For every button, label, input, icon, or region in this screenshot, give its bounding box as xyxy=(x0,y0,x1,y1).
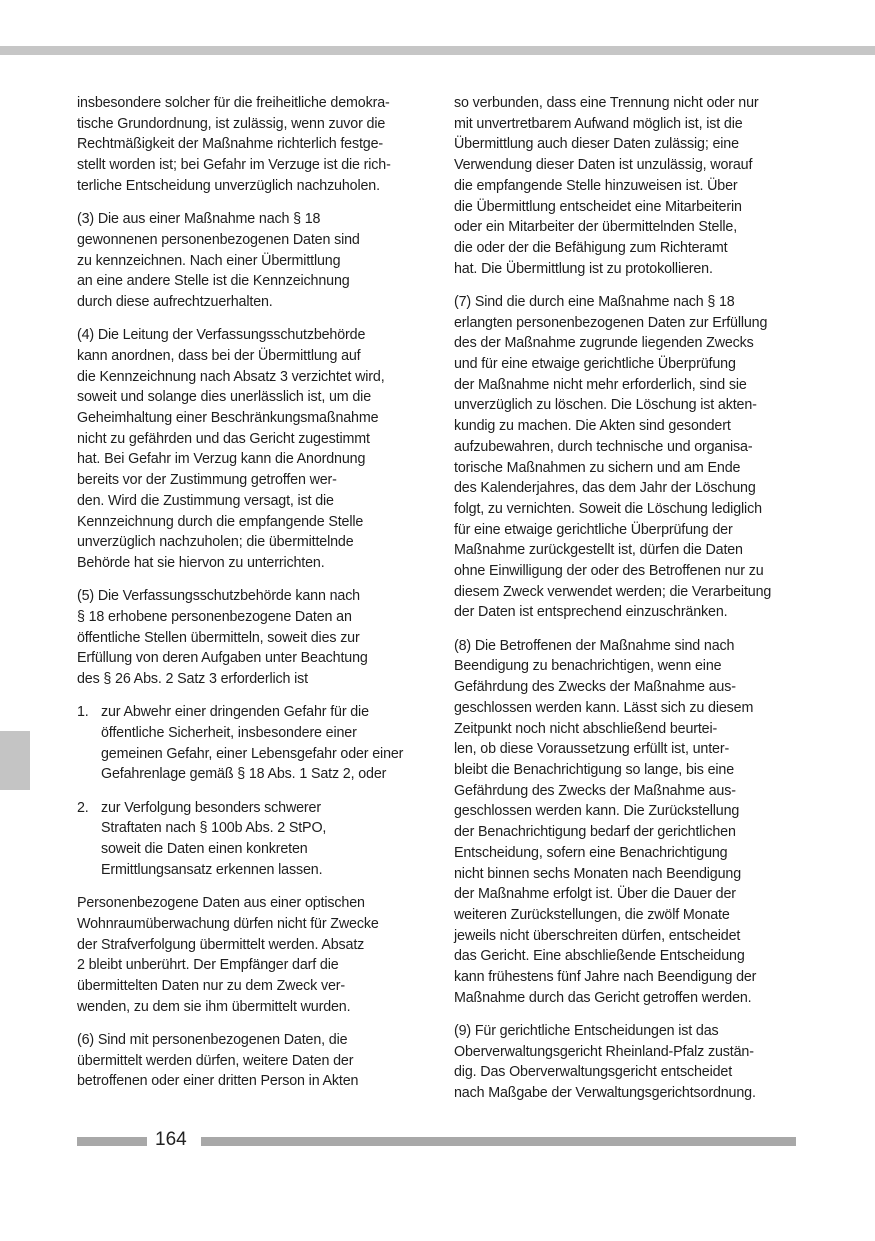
text-line: unverzüglich zu löschen. Die Löschung ist akten- xyxy=(454,397,757,414)
text-line: soweit die Daten einen konkreten xyxy=(101,841,308,858)
text-line: Maßnahme zurückgestellt ist, dürfen die Daten xyxy=(454,542,743,559)
text-line: folgt, zu vernichten. Soweit die Löschung lediglich xyxy=(454,500,762,517)
paragraph-optical-surveillance xyxy=(77,893,425,1017)
text-line: Kennzeichnung durch die empfangende Stelle xyxy=(77,513,364,530)
list-item-text xyxy=(101,798,326,881)
text-line: zur Abwehr einer dringenden Gefahr für die xyxy=(101,704,369,721)
text-line: len, ob diese Voraussetzung erfüllt ist, unter- xyxy=(454,741,730,758)
text-line: § 18 erhobene personenbezogene Daten an xyxy=(77,608,352,625)
list-item xyxy=(77,798,425,881)
text-line: der Strafverfolgung übermittelt werden. Absatz xyxy=(77,936,365,953)
text-line: insbesondere solcher für die freiheitliche demokra- xyxy=(77,95,390,111)
text-line: hat. Bei Gefahr im Verzug kann die Anordnung xyxy=(77,451,366,468)
text-line: und für eine etwaige gerichtliche Überprüfung xyxy=(454,356,736,373)
paragraph-4 xyxy=(77,325,425,573)
text-line: Zeitpunkt noch nicht abschließend beurtei- xyxy=(454,720,718,737)
text-line: des der Maßnahme zugrunde liegenden Zwecks xyxy=(454,335,754,352)
text-line: mit unvertretbarem Aufwand möglich ist, ist die xyxy=(454,115,743,132)
text-line: der Maßnahme nicht mehr erforderlich, sind sie xyxy=(454,376,747,393)
text-line: des § 26 Abs. 2 Satz 3 erforderlich ist xyxy=(77,671,308,688)
text-line: an eine andere Stelle ist die Kennzeichnung xyxy=(77,273,350,290)
text-line: der Benachrichtigung bedarf der gerichtlichen xyxy=(454,824,736,841)
text-line: (9) Für gerichtliche Entscheidungen ist das xyxy=(454,1023,719,1040)
text-line: die Übermittlung entscheidet eine Mitarbeiterin xyxy=(454,198,742,215)
text-line: gewonnenen personenbezogenen Daten sind xyxy=(77,231,360,248)
text-line: durch diese aufrechtzuerhalten. xyxy=(77,293,273,310)
paragraph-8 xyxy=(454,636,799,1009)
text-line: tische Grundordnung, ist zulässig, wenn zuvor die xyxy=(77,115,386,132)
paragraph-6-continued xyxy=(454,93,799,279)
text-line: Straftaten nach § 100b Abs. 2 StPO, xyxy=(101,820,327,837)
list-item xyxy=(77,702,425,785)
text-line: öffentliche Sicherheit, insbesondere einer xyxy=(101,725,357,742)
paragraph-9 xyxy=(454,1021,799,1104)
text-line: hat. Die Übermittlung ist zu protokollieren. xyxy=(454,260,713,277)
text-line: Gefahrenlage gemäß § 18 Abs. 1 Satz 2, oder xyxy=(101,766,387,783)
text-line: (7) Sind die durch eine Maßnahme nach § 18 xyxy=(454,293,735,310)
text-line: Gefährdung des Zwecks der Maßnahme aus- xyxy=(454,679,736,696)
text-line: zu kennzeichnen. Nach einer Übermittlung xyxy=(77,252,341,269)
text-line: Übermittlung auch dieser Daten zulässig; eine xyxy=(454,136,739,153)
text-line: 2 bleibt unberührt. Der Empfänger darf die xyxy=(77,957,339,974)
text-line: Personenbezogene Daten aus einer optischen xyxy=(77,895,365,912)
page-number: 164 xyxy=(155,1129,187,1150)
side-thumb-tab xyxy=(0,731,30,790)
text-line: Verwendung dieser Daten ist unzulässig, worauf xyxy=(454,157,753,174)
paragraph-6 xyxy=(77,1030,425,1092)
paragraph-5 xyxy=(77,586,425,690)
paragraph-3 xyxy=(77,209,425,313)
text-line: so verbunden, dass eine Trennung nicht oder nur xyxy=(454,95,759,111)
top-header-rule xyxy=(0,46,875,55)
text-line: kann anordnen, dass bei der Übermittlung auf xyxy=(77,347,361,364)
text-line: Rechtmäßigkeit der Maßnahme richterlich festge- xyxy=(77,136,384,153)
text-line: diesem Zweck verwendet werden; die Verarbeitung xyxy=(454,583,772,600)
text-line: für eine etwaige gerichtliche Überprüfung der xyxy=(454,521,733,538)
text-line: übermittelt werden dürfen, weitere Daten der xyxy=(77,1052,354,1069)
text-line: nach Maßgabe der Verwaltungsgerichtsordnung. xyxy=(454,1085,756,1102)
text-line: die Kennzeichnung nach Absatz 3 verzichtet wird, xyxy=(77,368,385,385)
text-line: zur Verfolgung besonders schwerer xyxy=(101,799,321,816)
text-line: nicht zu gefährden und das Gericht zugestimmt xyxy=(77,430,370,447)
text-line: geschlossen werden kann. Die Zurückstellung xyxy=(454,803,740,820)
text-line: Ermittlungsansatz erkennen lassen. xyxy=(101,861,323,878)
text-line: oder ein Mitarbeiter der übermittelnden Stelle, xyxy=(454,219,738,236)
right-column xyxy=(454,93,799,1116)
text-line: des Kalenderjahres, das dem Jahr der Löschung xyxy=(454,480,756,497)
text-line: terliche Entscheidung unverzüglich nachzuholen. xyxy=(77,177,380,194)
text-line: Geheimhaltung einer Beschränkungsmaßnahme xyxy=(77,410,379,427)
text-line: (5) Die Verfassungsschutzbehörde kann nach xyxy=(77,588,360,605)
text-line: bereits vor der Zustimmung getroffen wer- xyxy=(77,472,337,489)
text-line: (4) Die Leitung der Verfassungsschutzbehörde xyxy=(77,327,366,344)
list-number: 2. xyxy=(77,799,89,816)
text-line: nicht binnen sechs Monaten nach Beendigung xyxy=(454,865,742,882)
text-line: bleibt die Benachrichtigung so lange, bis eine xyxy=(454,761,735,778)
list-number: 1. xyxy=(77,704,89,721)
text-line: wenden, zu dem sie ihm übermittelt wurden. xyxy=(77,998,351,1015)
text-line: Wohnraumüberwachung dürfen nicht für Zwecke xyxy=(77,915,379,932)
text-line: Gefährdung des Zwecks der Maßnahme aus- xyxy=(454,782,736,799)
text-line: den. Wird die Zustimmung versagt, ist die xyxy=(77,492,334,509)
text-line: übermittelten Daten nur zu dem Zweck ver- xyxy=(77,977,345,994)
text-line: kundig zu machen. Die Akten sind gesondert xyxy=(454,418,731,435)
text-line: torische Maßnahmen zu sichern und am Ende xyxy=(454,459,741,476)
text-line: ohne Einwilligung der oder des Betroffenen nur zu xyxy=(454,563,764,580)
text-line: geschlossen werden kann. Lässt sich zu diesem xyxy=(454,699,754,716)
text-line: aufzubewahren, durch technische und organisa- xyxy=(454,438,753,455)
text-line: öffentliche Stellen übermitteln, soweit dies zur xyxy=(77,629,360,646)
text-line: dig. Das Oberverwaltungsgericht entscheidet xyxy=(454,1064,733,1081)
paragraph-7 xyxy=(454,292,799,623)
list-item-text xyxy=(101,702,403,785)
text-line: (8) Die Betroffenen der Maßnahme sind nach xyxy=(454,637,735,654)
text-line: Erfüllung von deren Aufgaben unter Beachtung xyxy=(77,650,368,667)
text-line: erlangten personenbezogenen Daten zur Erfüllung xyxy=(454,314,768,331)
text-line: stellt worden ist; bei Gefahr im Verzuge ist die rich- xyxy=(77,157,391,174)
text-line: jeweils nicht überschreiten dürfen, entscheidet xyxy=(454,927,741,944)
text-line: gemeinen Gefahr, einer Lebensgefahr oder einer xyxy=(101,745,404,762)
text-line: die empfangende Stelle hinzuweisen ist. Über xyxy=(454,177,738,194)
text-line: kann frühestens fünf Jahre nach Beendigung der xyxy=(454,969,757,986)
footer-rule-right xyxy=(201,1137,796,1146)
text-line: Oberverwaltungsgericht Rheinland-Pfalz zustän- xyxy=(454,1043,754,1060)
text-line: Beendigung zu benachrichtigen, wenn eine xyxy=(454,658,722,675)
text-line: (6) Sind mit personenbezogenen Daten, die xyxy=(77,1031,348,1048)
text-line: weiteren Zurückstellungen, die zwölf Monate xyxy=(454,906,730,923)
footer-rule-left xyxy=(77,1137,147,1146)
text-line: das Gericht. Eine abschließende Entscheidung xyxy=(454,948,745,965)
paragraph xyxy=(77,93,425,197)
text-line: (3) Die aus einer Maßnahme nach § 18 xyxy=(77,211,321,228)
text-line: betroffenen oder einer dritten Person in Akten xyxy=(77,1073,359,1090)
text-line: Entscheidung, sofern eine Benachrichtigung xyxy=(454,844,728,861)
left-column xyxy=(77,93,425,1105)
text-line: die oder der die Befähigung zum Richteramt xyxy=(454,239,728,256)
text-line: soweit und solange dies unerlässlich ist, um die xyxy=(77,389,371,406)
text-line: Behörde hat sie hiervon zu unterrichten. xyxy=(77,554,325,571)
text-line: unverzüglich nachzuholen; die übermittelnde xyxy=(77,534,354,551)
text-line: der Daten ist entsprechend einzuschränken. xyxy=(454,604,728,621)
text-line: der Maßnahme erfolgt ist. Über die Dauer der xyxy=(454,886,736,903)
text-line: Maßnahme durch das Gericht getroffen werden. xyxy=(454,989,752,1006)
